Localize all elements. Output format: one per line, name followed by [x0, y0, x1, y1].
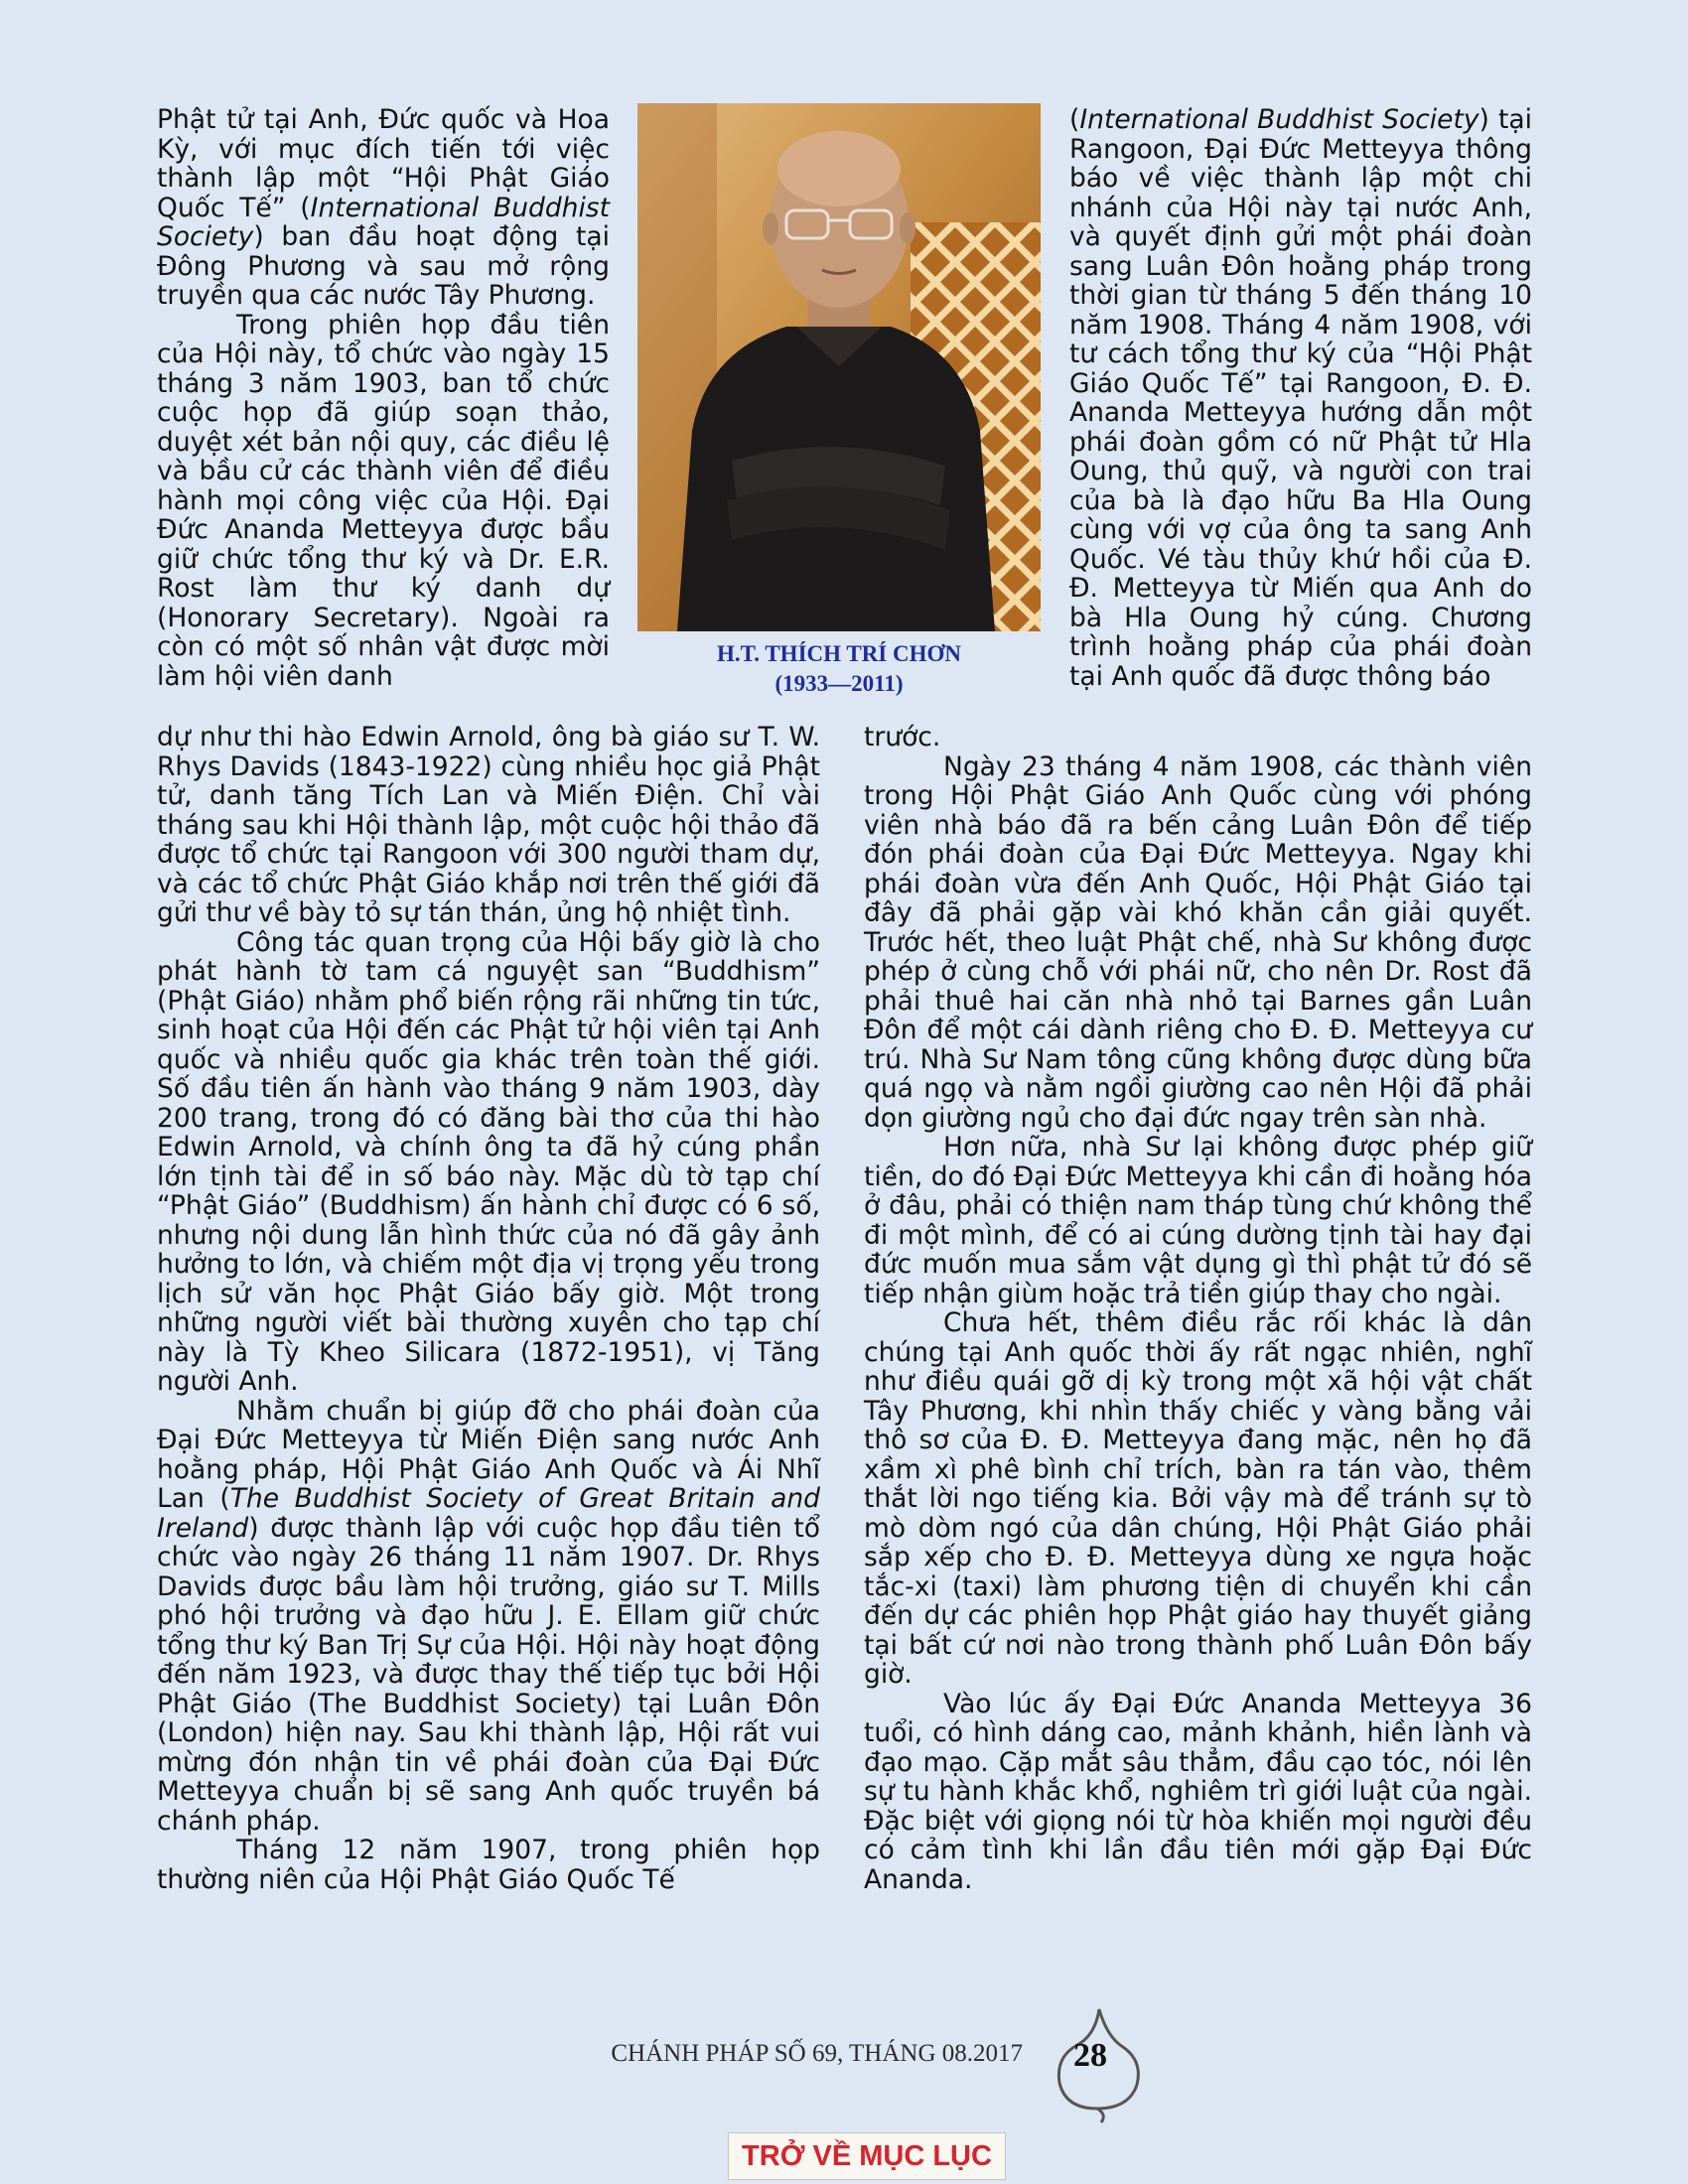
page-number-badge — [1038, 2005, 1167, 2124]
text-run: Tháng 12 năm 1907, trong phiên họp thường niên của Hội Phật Giáo Quốc Tế — [157, 1835, 820, 1895]
text-run-italic: The Buddhist Society of Great Britain and Ireland — [157, 1483, 820, 1544]
caption-name: H.T. THÍCH TRÍ CHƠN — [716, 641, 962, 666]
paragraph — [157, 311, 610, 692]
text-run: Ngày 23 tháng 4 năm 1908, các thành viên trong Hội Phật Giáo Anh Quốc cùng với phóng viên nhà báo đã ra bến cảng Luân Đôn để tiếp đón phái đoàn của Đại Đức Metteyya. Ngay khi phái đoàn vừa đến Anh Quốc, Hội Phật Giáo tại đây đã phải gặp vài khó khăn cần giải quyết. Trước hết, theo luật Phật chế, nhà Sư không được phép ở cùng chỗ với phái nữ, cho nên Dr. Rost đã phải thuê hai căn nhà nhỏ tại Barnes gần Luân Đôn để một cái dành riêng cho Đ. Đ. Metteyya cư trú. Nhà Sư Nam tông cũng không được dùng bữa quá ngọ và nằm ngồi giường cao nên Hội đã phải dọn giường ngủ cho đại đức ngay trên sàn nhà. — [864, 751, 1532, 1134]
text-run: Nhằm chuẩn bị giúp đỡ cho phái đoàn của Đại Đức Metteyya từ Miến Điện sang nước Anh hoằng pháp, Hội Phật Giáo Anh Quốc và Ái Nhĩ Lan ( — [157, 1395, 820, 1514]
text-run: ) được thành lập với cuộc họp đầu tiên tổ chức vào ngày 26 tháng 11 năm 1907. Dr. Rhys Davids được bầu làm hội trưởng, giáo sư T. Mills phó hội trưởng và đạo hữu J. E. Ellam giữ chức tổng thư ký Ban Trị Sự của Hội. Hội này hoạt động đến năm 1923, và được thay thế tiếp tục bởi Hội Phật Giáo (The Buddhist Society) tại Luân Đôn (London) hiện nay. Sau khi thành lập, Hội rất vui mừng đón nhận tin về phái đoàn của Đại Đức Metteyya chuẩn bị sẽ sang Anh quốc truyền bá chánh pháp. — [157, 1512, 820, 1837]
paragraph — [1069, 105, 1532, 691]
text-run: dự như thi hào Edwin Arnold, ông bà giáo sư T. W. Rhys Davids (1843-1922) cùng nhiều học giả Phật tử, danh tăng Tích Lan và Miến Điện. Chỉ vài tháng sau khi Hội thành lập, một cuộc hội thảo đã được tổ chức tại Rangoon với 300 người tham dự, và các tổ chức Phật Giáo khắp nơi trên thế giới đã gửi thư về bày tỏ sự tán thán, ủng hộ nhiệt tình. — [157, 722, 820, 928]
portrait-photo — [637, 103, 1041, 631]
text-run: ) tại Rangoon, Đại Đức Metteyya thông báo về việc thành lập một chi nhánh của Hội này tại nước Anh, và quyết định gửi một phái đoàn sang Luân Đôn hoằng pháp trong thời gian từ tháng 5 đến tháng 10 năm 1908. Tháng 4 năm 1908, với tư cách tổng thư ký của “Hội Phật Giáo Quốc Tế” tại Rangoon, Đ. Đ. Ananda Metteyya hướng dẫn một phái đoàn gồm có nữ Phật tử Hla Oung, thủ quỹ, và người con trai của bà là đạo hữu Ba Hla Oung cùng với vợ của ông ta sang Anh Quốc. Vé tàu thủy khứ hồi của Đ. Đ. Metteyya từ Miến qua Anh do bà Hla Oung hỷ cúng. Chương trình hoằng pháp của phái đoàn tại Anh quốc đã được thông báo — [1069, 104, 1532, 692]
caption-years: (1933—2011) — [774, 671, 904, 696]
text-run: trước. — [864, 722, 941, 752]
paragraph — [864, 1133, 1532, 1308]
text-run: ) ban đầu hoạt động tại Đông Phương và sau mở rộng truyền qua các nước Tây Phương. — [157, 221, 610, 311]
text-run: Phật tử tại Anh, Đức quốc và Hoa Kỳ, với mục đích tiến tới việc thành lập một “Hội Phật Giáo Quốc Tế” ( — [157, 104, 610, 223]
page-number: 28 — [1073, 2037, 1107, 2074]
text-run-italic: International Buddhist Society — [1079, 104, 1479, 135]
paragraph — [157, 1836, 820, 1894]
column-upper-left — [157, 105, 610, 691]
text-run: Trong phiên họp đầu tiên của Hội này, tổ chức vào ngày 15 tháng 3 năm 1903, ban tổ chức cuộc họp đã giúp soạn thảo, duyệt xét bản nội quy, các điều lệ và bầu cử các thành viên để điều hành mọi công việc của Hội. Đại Đức Ananda Metteyya được bầu giữ chức tổng thư ký và Dr. E.R. Rost làm thư ký danh dự (Honorary Secretary). Ngoài ra còn có một số nhân vật được mời làm hội viên danh — [157, 309, 610, 692]
text-run: ( — [1069, 104, 1080, 135]
paragraph — [157, 723, 820, 928]
text-run: Chưa hết, thêm điều rắc rối khác là dân chúng tại Anh quốc thời ấy rất ngạc nhiên, nghĩ như điều quái gỡ dị kỳ trong một xã hội vật chất Tây Phương, khi nhìn thấy chiếc y vàng bằng vải thô sơ của Đ. Đ. Metteyya đang mặc, nên họ đã xầm xì phê bình chỉ trích, bàn ra tán vào, thêm thắt lời ngo tiếng kia. Bởi vậy mà để tránh sự tò mò dòm ngó của dân chúng, Hội Phật Giáo phải sắp xếp cho Đ. Đ. Metteyya dùng xe ngựa hoặc tắc-xi (taxi) làm phương tiện di chuyển khi cần đến dự các phiên họp Phật giáo hay thuyết giảng tại bất cứ nơi nào trong thành phố Luân Đôn bấy giờ. — [864, 1307, 1532, 1690]
text-run-italic: International Buddhist Society — [157, 192, 611, 252]
text-run: Vào lúc ấy Đại Đức Ananda Metteyya 36 tuổi, có hình dáng cao, mảnh khảnh, hiền lành và đạo mạo. Cặp mắt sâu thẳm, đầu cạo tóc, nói lên sự tu hành khắc khổ, nghiêm trì giới luật của ngài. Đặc biệt với giọng nói từ hòa khiến mọi người đều có cảm tình khi lần đầu tiên mới gặp Đại Đức Ananda. — [864, 1688, 1532, 1895]
photo-caption — [637, 639, 1041, 699]
column-upper-right — [1069, 105, 1532, 691]
paragraph — [864, 723, 1532, 752]
paragraph — [864, 1690, 1532, 1895]
back-to-contents-button[interactable]: TRỞ VỀ MỤC LỤC — [728, 2132, 1006, 2180]
paragraph — [157, 928, 820, 1397]
text-run: Hơn nữa, nhà Sư lại không được phép giữ tiền, do đó Đại Đức Metteyya khi cần đi hoằng hóa ở đâu, phải có thiện nam tháp tùng chứ không thể đi một mình, để có ai cúng dường tịnh tài hay đại đức muốn mua sắm vật dụng gì thì phật tử đó sẽ tiếp nhận giùm hoặc trả tiền giúp thay cho ngài. — [864, 1132, 1532, 1309]
column-lower-left — [157, 723, 820, 1894]
paragraph — [864, 1308, 1532, 1690]
paragraph — [157, 1397, 820, 1837]
paragraph — [157, 105, 610, 311]
paragraph — [864, 752, 1532, 1134]
magazine-footer: CHÁNH PHÁP SỐ 69, THÁNG 08.2017 — [611, 2040, 1023, 2067]
text-run: Công tác quan trọng của Hội bấy giờ là cho phát hành tờ tam cá nguyệt san “Buddhism” (Phật Giáo) nhằm phổ biến rộng rãi những tin tức, sinh hoạt của Hội đến các Phật tử hội viên tại Anh quốc và nhiều quốc gia khác trên toàn thế giới. Số đầu tiên ấn hành vào tháng 9 năm 1903, dày 200 trang, trong đó có đăng bài thơ của thi hào Edwin Arnold, và chính ông ta đã hỷ cúng phần lớn tịnh tài để in số báo này. Mặc dù tờ tạp chí “Phật Giáo” (Buddhism) ấn hành chỉ được có 6 số, nhưng nội dung lẫn hình thức của nó đã gây ảnh hưởng to lớn, và chiếm một địa vị trọng yếu trong lịch sử văn học Phật Giáo bấy giờ. Một trong những người viết bài thường xuyên cho tạp chí này là Tỳ Kheo Silicara (1872-1951), vị Tăng người Anh. — [157, 926, 820, 1397]
column-lower-right — [864, 723, 1532, 1894]
portrait-illustration — [637, 103, 1041, 631]
